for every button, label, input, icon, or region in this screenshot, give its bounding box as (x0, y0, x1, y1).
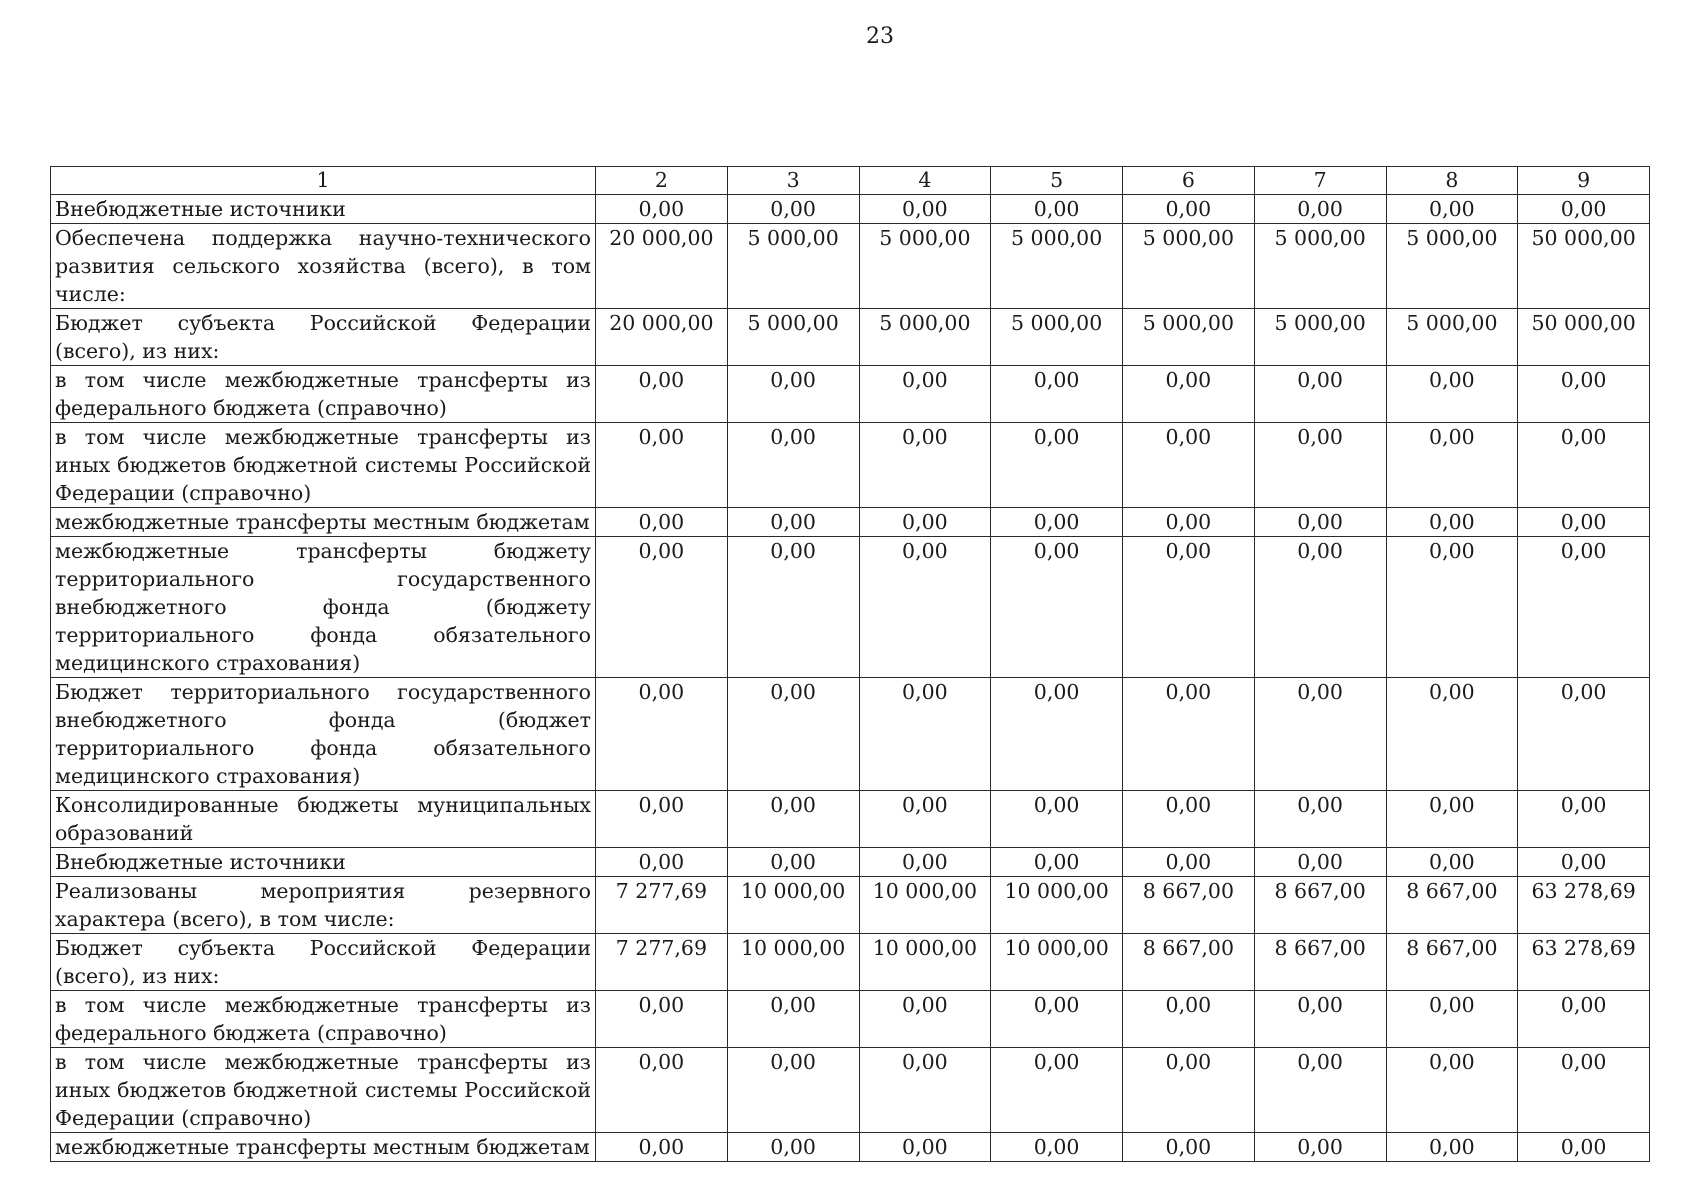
table-row (51, 991, 1650, 1048)
value-cell: 0,00 (727, 508, 859, 537)
value-cell: 0,00 (991, 848, 1123, 877)
table-row (51, 877, 1650, 934)
value-cell: 10 000,00 (859, 877, 991, 934)
value-cell: 0,00 (1254, 848, 1386, 877)
value-cell: 0,00 (1518, 991, 1650, 1048)
value-cell: 0,00 (727, 678, 859, 791)
value-cell: 8 667,00 (1123, 934, 1255, 991)
value-cell: 0,00 (1254, 1133, 1386, 1162)
row-label: межбюджетные трансферты местным бюджетам (51, 1133, 596, 1162)
value-cell: 0,00 (1123, 848, 1255, 877)
value-cell: 0,00 (727, 423, 859, 508)
value-cell: 63 278,69 (1518, 877, 1650, 934)
value-cell: 8 667,00 (1386, 934, 1518, 991)
value-cell: 0,00 (859, 366, 991, 423)
value-cell: 0,00 (596, 508, 728, 537)
value-cell: 0,00 (991, 1048, 1123, 1133)
table-row (51, 195, 1650, 224)
budget-table-body (51, 167, 1650, 1162)
value-cell: 7 277,69 (596, 877, 728, 934)
value-cell: 0,00 (727, 195, 859, 224)
value-cell: 0,00 (1386, 678, 1518, 791)
table-row (51, 934, 1650, 991)
column-number-header: 5 (991, 167, 1123, 195)
value-cell: 0,00 (1518, 423, 1650, 508)
value-cell: 0,00 (1518, 1133, 1650, 1162)
value-cell: 0,00 (1123, 1048, 1255, 1133)
value-cell: 20 000,00 (596, 224, 728, 309)
value-cell: 50 000,00 (1518, 309, 1650, 366)
value-cell: 0,00 (1518, 1048, 1650, 1133)
table-header-row (51, 167, 1650, 195)
value-cell: 0,00 (1518, 791, 1650, 848)
value-cell: 8 667,00 (1254, 934, 1386, 991)
table-row (51, 537, 1650, 678)
value-cell: 63 278,69 (1518, 934, 1650, 991)
value-cell: 0,00 (991, 537, 1123, 678)
value-cell: 0,00 (1518, 678, 1650, 791)
value-cell: 8 667,00 (1123, 877, 1255, 934)
value-cell: 5 000,00 (727, 224, 859, 309)
value-cell: 0,00 (1254, 791, 1386, 848)
value-cell: 0,00 (1254, 423, 1386, 508)
value-cell: 0,00 (596, 848, 728, 877)
value-cell: 0,00 (1123, 791, 1255, 848)
value-cell: 0,00 (859, 423, 991, 508)
value-cell: 5 000,00 (1386, 309, 1518, 366)
value-cell: 0,00 (991, 195, 1123, 224)
row-label: межбюджетные трансферты бюджету территориального государственного внебюджетного фонда (бюджету территориального фонда обязательного медицинского страхования) (51, 537, 596, 678)
value-cell: 0,00 (596, 537, 728, 678)
value-cell: 20 000,00 (596, 309, 728, 366)
value-cell: 10 000,00 (727, 934, 859, 991)
value-cell: 10 000,00 (727, 877, 859, 934)
value-cell: 0,00 (859, 848, 991, 877)
value-cell: 0,00 (1123, 508, 1255, 537)
value-cell: 8 667,00 (1254, 877, 1386, 934)
value-cell: 10 000,00 (991, 934, 1123, 991)
column-number-header: 3 (727, 167, 859, 195)
value-cell: 10 000,00 (991, 877, 1123, 934)
value-cell: 5 000,00 (1123, 309, 1255, 366)
value-cell: 0,00 (727, 848, 859, 877)
value-cell: 0,00 (1386, 791, 1518, 848)
column-number-header: 8 (1386, 167, 1518, 195)
value-cell: 0,00 (859, 195, 991, 224)
row-label: Бюджет территориального государственного внебюджетного фонда (бюджет территориального фонда обязательного медицинского страхования) (51, 678, 596, 791)
value-cell: 0,00 (1386, 991, 1518, 1048)
value-cell: 0,00 (859, 537, 991, 678)
value-cell: 0,00 (1386, 423, 1518, 508)
budget-table (50, 166, 1650, 1162)
value-cell: 0,00 (991, 508, 1123, 537)
value-cell: 0,00 (596, 678, 728, 791)
value-cell: 0,00 (1518, 366, 1650, 423)
column-number-header: 6 (1123, 167, 1255, 195)
value-cell: 0,00 (1518, 195, 1650, 224)
value-cell: 0,00 (859, 1133, 991, 1162)
value-cell: 0,00 (727, 791, 859, 848)
row-label: Реализованы мероприятия резервного характера (всего), в том числе: (51, 877, 596, 934)
value-cell: 0,00 (1123, 991, 1255, 1048)
row-label: Бюджет субъекта Российской Федерации (всего), из них: (51, 934, 596, 991)
value-cell: 0,00 (1254, 366, 1386, 423)
value-cell: 0,00 (859, 991, 991, 1048)
row-label: в том числе межбюджетные трансферты из федерального бюджета (справочно) (51, 991, 596, 1048)
value-cell: 0,00 (1386, 366, 1518, 423)
row-label: Внебюджетные источники (51, 848, 596, 877)
value-cell: 7 277,69 (596, 934, 728, 991)
value-cell: 0,00 (991, 791, 1123, 848)
value-cell: 0,00 (859, 1048, 991, 1133)
value-cell: 0,00 (1386, 508, 1518, 537)
column-number-header: 4 (859, 167, 991, 195)
row-label: в том числе межбюджетные трансферты из иных бюджетов бюджетной системы Российской Федерации (справочно) (51, 423, 596, 508)
column-number-header: 2 (596, 167, 728, 195)
value-cell: 0,00 (1518, 508, 1650, 537)
column-number-header: 1 (51, 167, 596, 195)
table-row (51, 678, 1650, 791)
value-cell: 0,00 (1123, 1133, 1255, 1162)
value-cell: 0,00 (1254, 508, 1386, 537)
value-cell: 0,00 (596, 366, 728, 423)
value-cell: 0,00 (596, 423, 728, 508)
value-cell: 10 000,00 (859, 934, 991, 991)
row-label: Консолидированные бюджеты муниципальных образований (51, 791, 596, 848)
row-label: Обеспечена поддержка научно-технического развития сельского хозяйства (всего), в том числе: (51, 224, 596, 309)
value-cell: 0,00 (991, 678, 1123, 791)
value-cell: 0,00 (1254, 1048, 1386, 1133)
value-cell: 0,00 (727, 537, 859, 678)
value-cell: 5 000,00 (1123, 224, 1255, 309)
value-cell: 0,00 (596, 791, 728, 848)
value-cell: 0,00 (1386, 537, 1518, 678)
table-row (51, 423, 1650, 508)
value-cell: 0,00 (727, 366, 859, 423)
value-cell: 0,00 (727, 1048, 859, 1133)
value-cell: 5 000,00 (727, 309, 859, 366)
value-cell: 0,00 (596, 195, 728, 224)
value-cell: 0,00 (1123, 195, 1255, 224)
column-number-header: 9 (1518, 167, 1650, 195)
value-cell: 5 000,00 (991, 309, 1123, 366)
value-cell: 0,00 (1254, 678, 1386, 791)
value-cell: 0,00 (859, 678, 991, 791)
value-cell: 0,00 (596, 1133, 728, 1162)
table-row (51, 309, 1650, 366)
value-cell: 0,00 (1123, 537, 1255, 678)
table-row (51, 1048, 1650, 1133)
value-cell: 0,00 (727, 991, 859, 1048)
table-row (51, 848, 1650, 877)
row-label: Внебюджетные источники (51, 195, 596, 224)
table-row (51, 508, 1650, 537)
row-label: в том числе межбюджетные трансферты из федерального бюджета (справочно) (51, 366, 596, 423)
value-cell: 0,00 (1386, 1048, 1518, 1133)
value-cell: 5 000,00 (991, 224, 1123, 309)
row-label: межбюджетные трансферты местным бюджетам (51, 508, 596, 537)
value-cell: 0,00 (1123, 678, 1255, 791)
page-number: 23 (866, 24, 894, 49)
value-cell: 5 000,00 (1386, 224, 1518, 309)
table-row (51, 366, 1650, 423)
table-row (51, 791, 1650, 848)
value-cell: 0,00 (859, 508, 991, 537)
value-cell: 0,00 (991, 991, 1123, 1048)
value-cell: 5 000,00 (859, 224, 991, 309)
row-label: в том числе межбюджетные трансферты из иных бюджетов бюджетной системы Российской Федерации (справочно) (51, 1048, 596, 1133)
value-cell: 0,00 (991, 1133, 1123, 1162)
value-cell: 0,00 (596, 1048, 728, 1133)
value-cell: 0,00 (1254, 991, 1386, 1048)
value-cell: 0,00 (1386, 848, 1518, 877)
value-cell: 5 000,00 (859, 309, 991, 366)
value-cell: 0,00 (1123, 423, 1255, 508)
value-cell: 5 000,00 (1254, 224, 1386, 309)
table-row (51, 224, 1650, 309)
table-row (51, 1133, 1650, 1162)
value-cell: 0,00 (1386, 1133, 1518, 1162)
value-cell: 50 000,00 (1518, 224, 1650, 309)
value-cell: 0,00 (1254, 195, 1386, 224)
value-cell: 0,00 (1123, 366, 1255, 423)
value-cell: 0,00 (1518, 848, 1650, 877)
value-cell: 0,00 (1386, 195, 1518, 224)
row-label: Бюджет субъекта Российской Федерации (всего), из них: (51, 309, 596, 366)
column-number-header: 7 (1254, 167, 1386, 195)
value-cell: 0,00 (991, 366, 1123, 423)
value-cell: 5 000,00 (1254, 309, 1386, 366)
value-cell: 8 667,00 (1386, 877, 1518, 934)
value-cell: 0,00 (1254, 537, 1386, 678)
value-cell: 0,00 (1518, 537, 1650, 678)
value-cell: 0,00 (859, 791, 991, 848)
value-cell: 0,00 (727, 1133, 859, 1162)
value-cell: 0,00 (596, 991, 728, 1048)
value-cell: 0,00 (991, 423, 1123, 508)
